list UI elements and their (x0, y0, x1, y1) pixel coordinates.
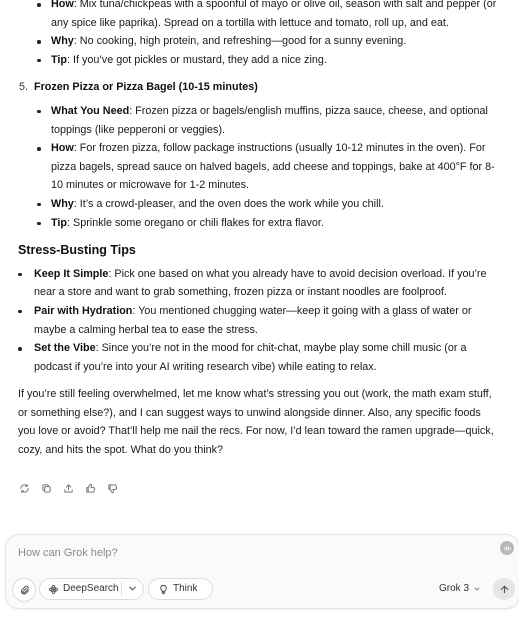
item-4-details (0, 0, 519, 69)
bullet-icon (37, 40, 41, 44)
chat-composer (5, 534, 519, 609)
copy-icon[interactable] (39, 481, 53, 495)
think-label: Think (173, 582, 198, 594)
lightbulb-icon (158, 584, 169, 595)
waveform-icon (503, 544, 512, 553)
thumbs-down-icon[interactable] (105, 481, 119, 495)
bullet-icon (37, 59, 41, 63)
bullet-icon (37, 222, 41, 226)
arrow-up-icon (499, 584, 510, 595)
model-selector[interactable] (439, 578, 481, 600)
list-item: Why: No cooking, high protein, and refreshing—good for a sunny evening. (0, 32, 519, 51)
thumbs-up-icon[interactable] (83, 481, 97, 495)
chevron-down-icon (473, 585, 481, 593)
paperclip-icon (19, 585, 30, 596)
bullet-icon (37, 110, 41, 114)
attach-button[interactable] (12, 578, 36, 602)
list-item: Why: It’s a crowd-pleaser, and the oven does the work while you chill. (0, 195, 519, 214)
item-5-details (0, 102, 519, 232)
message-actions (17, 481, 119, 495)
prompt-input[interactable] (18, 542, 478, 564)
bullet-icon (18, 347, 22, 351)
list-item: Keep It Simple: Pick one based on what you already have to avoid decision overload. If you’re near a store and want to grab something, frozen pizza or instant noodles are foolproof. (0, 265, 519, 302)
item-title: Frozen Pizza or Pizza Bagel (10-15 minutes) (34, 81, 258, 94)
bullet-icon (37, 147, 41, 151)
deepsearch-icon (48, 584, 59, 595)
share-icon[interactable] (61, 481, 75, 495)
item-5-heading (0, 78, 519, 97)
deepsearch-label: DeepSearch (63, 582, 119, 594)
bullet-icon (37, 203, 41, 207)
list-item: Set the Vibe: Since you’re not in the mood for chit-chat, maybe play some chill music (or a podcast if you’re into your AI writing research vibe) while eating to relax. (0, 339, 519, 376)
list-item: Tip: Sprinkle some oregano or chili flakes for extra flavor. (0, 214, 519, 233)
voice-mode-button[interactable] (500, 541, 514, 555)
model-label: Grok 3 (439, 582, 470, 594)
bullet-icon (18, 310, 22, 314)
list-item: Pair with Hydration: You mentioned chugging water—keep it going with a glass of water or maybe a calming herbal tea to ease the stress. (0, 302, 519, 339)
list-item: What You Need: Frozen pizza or bagels/english muffins, pizza sauce, cheese, and optional toppings (like pepperoni or veggies). (0, 102, 519, 139)
item-number: 5. (19, 81, 29, 94)
tips-list (0, 265, 519, 377)
list-item: How: For frozen pizza, follow package instructions (usually 10-12 minutes in the oven). For pizza bagels, spread sauce on halved bagels, add cheese and toppings, bake at 400°F for 8-10 minutes or microwave for 1-2 minutes. (0, 139, 519, 195)
closing-paragraph: If you’re still feeling overwhelmed, let me know what’s stressing you out (work, the math exam stuff, or something else?), and I can suggest ways to unwind alongside dinner. Also, any specific foods you love or avoid? That’ll help me nail the recs. For now, I’d lean toward the ramen upgrade—quick, cozy, and hits the spot. What do you think? (18, 388, 494, 457)
bullet-icon (18, 273, 22, 277)
chevron-down-icon[interactable] (127, 583, 138, 594)
regenerate-icon[interactable] (17, 481, 31, 495)
think-button[interactable] (148, 578, 213, 600)
list-item: How: Mix tuna/chickpeas with a spoonful of mayo or olive oil, season with salt and pepper (or any spice like paprika). Spread on a tortilla with lettuce and tomato, roll up, and eat. (0, 0, 519, 32)
section-heading: Stress-Busting Tips (18, 243, 136, 258)
deepsearch-button[interactable] (39, 578, 144, 600)
list-item: Tip: If you’ve got pickles or mustard, they add a nice zing. (0, 51, 519, 70)
bullet-icon (37, 3, 41, 7)
send-button[interactable] (493, 578, 515, 600)
divider (121, 582, 122, 596)
